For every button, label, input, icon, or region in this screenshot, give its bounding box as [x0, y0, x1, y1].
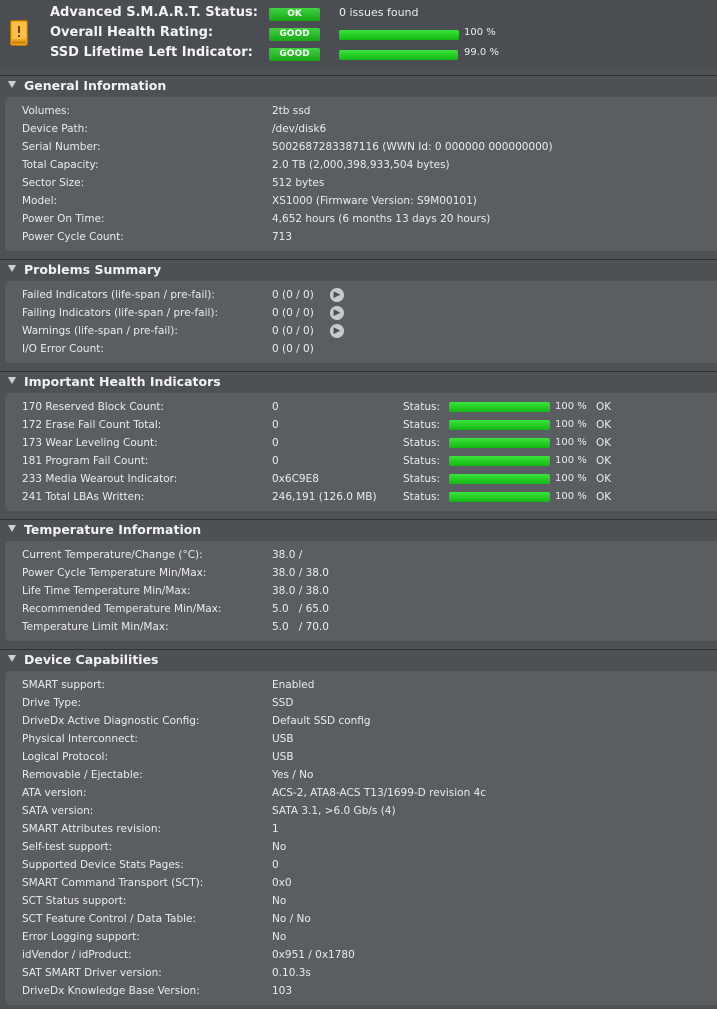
status-state: OK: [596, 401, 612, 413]
indicator-value: 0: [272, 401, 279, 413]
temperature-value: 5.0 / 65.0: [272, 603, 329, 615]
smart-status-row: [0, 3, 717, 23]
device-capabilities-panel: [5, 671, 717, 1005]
info-value: 2.0 TB (2,000,398,933,504 bytes): [272, 159, 450, 171]
smart-status-label: Advanced S.M.A.R.T. Status:: [50, 5, 258, 20]
problem-label: I/O Error Count:: [22, 343, 104, 355]
capability-row: [5, 946, 717, 964]
info-value: 512 bytes: [272, 177, 325, 189]
problem-value: 0 (0 / 0): [272, 289, 314, 301]
status-label: Status:: [403, 401, 440, 413]
indicator-label: 173 Wear Leveling Count:: [22, 437, 158, 449]
status-percent: 100 %: [555, 455, 587, 466]
capability-row: [5, 730, 717, 748]
capability-row: [5, 820, 717, 838]
indicator-row: [5, 452, 717, 470]
disclosure-triangle-icon[interactable]: [8, 377, 16, 384]
status-bar: [449, 438, 550, 448]
capability-label: idVendor / idProduct:: [22, 949, 132, 961]
status-label: Status:: [403, 419, 440, 431]
indicator-row: [5, 398, 717, 416]
status-state: OK: [596, 437, 612, 449]
capability-value: 1: [272, 823, 279, 835]
health-rating-row: [0, 23, 717, 43]
health-rating-label: Overall Health Rating:: [50, 25, 214, 40]
capability-value: 103: [272, 985, 293, 997]
details-arrow-icon[interactable]: ▶: [330, 306, 344, 320]
temperature-label: Power Cycle Temperature Min/Max:: [22, 567, 207, 579]
problem-value: 0 (0 / 0): [272, 307, 314, 319]
capability-label: SAT SMART Driver version:: [22, 967, 162, 979]
temperature-row: [5, 582, 717, 600]
lifetime-left-label: SSD Lifetime Left Indicator:: [50, 45, 253, 60]
problem-row: [5, 304, 717, 322]
capability-label: Removable / Ejectable:: [22, 769, 143, 781]
capability-label: Self-test support:: [22, 841, 113, 853]
indicator-label: 241 Total LBAs Written:: [22, 491, 145, 503]
disclosure-triangle-icon[interactable]: [8, 265, 16, 272]
health-indicators-panel: [5, 393, 717, 511]
problems-summary-panel: [5, 281, 717, 363]
info-row: [5, 120, 717, 138]
capability-label: SMART support:: [22, 679, 106, 691]
capability-row: [5, 856, 717, 874]
capability-value: No / No: [272, 913, 311, 925]
section-title: Important Health Indicators: [24, 374, 221, 389]
capability-label: DriveDx Active Diagnostic Config:: [22, 715, 200, 727]
details-arrow-icon[interactable]: ▶: [330, 288, 344, 302]
capability-label: SMART Attributes revision:: [22, 823, 162, 835]
problem-row: [5, 340, 717, 358]
temperature-label: Life Time Temperature Min/Max:: [22, 585, 191, 597]
status-bar: [449, 456, 550, 466]
section-title: Temperature Information: [24, 522, 202, 537]
capability-row: [5, 838, 717, 856]
info-label: Power On Time:: [22, 213, 105, 225]
capability-value: No: [272, 895, 287, 907]
capability-label: SMART Command Transport (SCT):: [22, 877, 204, 889]
info-row: [5, 174, 717, 192]
status-label: Status:: [403, 437, 440, 449]
capability-label: Supported Device Stats Pages:: [22, 859, 184, 871]
temperature-label: Temperature Limit Min/Max:: [22, 621, 169, 633]
section-temperature-information[interactable]: [0, 519, 717, 539]
temperature-value: 38.0 /: [272, 549, 303, 561]
capability-value: Yes / No: [272, 769, 314, 781]
capability-label: Error Logging support:: [22, 931, 140, 943]
temperature-information-panel: [5, 541, 717, 641]
lifetime-left-value: 99.0 %: [464, 47, 499, 58]
capability-row: [5, 748, 717, 766]
indicator-value: 0: [272, 437, 279, 449]
capability-value: 0.10.3s: [272, 967, 311, 979]
info-row: [5, 210, 717, 228]
problem-label: Failing Indicators (life-span / pre-fail):: [22, 307, 219, 319]
info-value: XS1000 (Firmware Version: S9M00101): [272, 195, 477, 207]
temperature-row: [5, 546, 717, 564]
indicator-label: 172 Erase Fail Count Total:: [22, 419, 162, 431]
info-value: 713: [272, 231, 293, 243]
info-row: [5, 138, 717, 156]
status-bar: [449, 474, 550, 484]
indicator-row: [5, 416, 717, 434]
capability-row: [5, 712, 717, 730]
info-value: /dev/disk6: [272, 123, 327, 135]
status-state: OK: [596, 473, 612, 485]
disclosure-triangle-icon[interactable]: [8, 81, 16, 88]
disclosure-triangle-icon[interactable]: [8, 525, 16, 532]
health-rating-bar: [339, 30, 459, 40]
capability-value: USB: [272, 751, 294, 763]
info-value: 4,652 hours (6 months 13 days 20 hours): [272, 213, 491, 225]
section-title: Problems Summary: [24, 262, 162, 277]
status-state: OK: [596, 491, 612, 503]
capability-label: Physical Interconnect:: [22, 733, 138, 745]
capability-label: ATA version:: [22, 787, 87, 799]
capability-row: [5, 766, 717, 784]
info-label: Sector Size:: [22, 177, 85, 189]
info-row: [5, 156, 717, 174]
problem-label: Warnings (life-span / pre-fail):: [22, 325, 178, 337]
section-title: Device Capabilities: [24, 652, 159, 667]
health-summary-header: [0, 0, 717, 68]
problem-row: [5, 322, 717, 340]
capability-value: USB: [272, 733, 294, 745]
details-arrow-icon[interactable]: ▶: [330, 324, 344, 338]
capability-row: [5, 802, 717, 820]
capability-row: [5, 982, 717, 1000]
capability-row: [5, 784, 717, 802]
temperature-label: Recommended Temperature Min/Max:: [22, 603, 222, 615]
status-bar: [449, 420, 550, 430]
info-label: Model:: [22, 195, 58, 207]
status-label: Status:: [403, 473, 440, 485]
health-rating-badge: GOOD: [269, 28, 320, 41]
info-value: 2tb ssd: [272, 105, 311, 117]
capability-row: [5, 928, 717, 946]
disclosure-triangle-icon[interactable]: [8, 655, 16, 662]
info-row: [5, 228, 717, 246]
section-health-indicators[interactable]: [0, 371, 717, 391]
capability-value: No: [272, 841, 287, 853]
health-rating-value: 100 %: [464, 27, 496, 38]
temperature-value: 38.0 / 38.0: [272, 567, 329, 579]
temperature-label: Current Temperature/Change (°C):: [22, 549, 203, 561]
section-device-capabilities[interactable]: [0, 649, 717, 669]
temperature-row: [5, 564, 717, 582]
problem-value: 0 (0 / 0): [272, 325, 314, 337]
section-problems-summary[interactable]: [0, 259, 717, 279]
capability-row: [5, 694, 717, 712]
indicator-row: [5, 434, 717, 452]
capability-value: 0x0: [272, 877, 292, 889]
info-label: Volumes:: [22, 105, 71, 117]
problem-label: Failed Indicators (life-span / pre-fail):: [22, 289, 215, 301]
status-label: Status:: [403, 455, 440, 467]
indicator-label: 170 Reserved Block Count:: [22, 401, 165, 413]
capability-value: SATA 3.1, >6.0 Gb/s (4): [272, 805, 396, 817]
capability-row: [5, 964, 717, 982]
status-percent: 100 %: [555, 437, 587, 448]
status-percent: 100 %: [555, 491, 587, 502]
section-general-information[interactable]: [0, 75, 717, 95]
info-label: Power Cycle Count:: [22, 231, 124, 243]
info-label: Total Capacity:: [22, 159, 99, 171]
info-row: [5, 192, 717, 210]
capability-label: SCT Status support:: [22, 895, 127, 907]
capability-label: SATA version:: [22, 805, 94, 817]
temperature-value: 5.0 / 70.0: [272, 621, 329, 633]
status-state: OK: [596, 419, 612, 431]
temperature-value: 38.0 / 38.0: [272, 585, 329, 597]
indicator-row: [5, 470, 717, 488]
capability-value: Default SSD config: [272, 715, 371, 727]
status-label: Status:: [403, 491, 440, 503]
info-row: [5, 102, 717, 120]
capability-row: [5, 874, 717, 892]
lifetime-left-row: [0, 43, 717, 63]
smart-status-badge: OK: [269, 8, 320, 21]
indicator-label: 181 Program Fail Count:: [22, 455, 149, 467]
indicator-row: [5, 488, 717, 506]
lifetime-left-badge: GOOD: [269, 48, 320, 61]
capability-row: [5, 910, 717, 928]
capability-value: 0x951 / 0x1780: [272, 949, 355, 961]
status-percent: 100 %: [555, 419, 587, 430]
info-label: Serial Number:: [22, 141, 101, 153]
capability-label: Logical Protocol:: [22, 751, 108, 763]
general-information-panel: [5, 97, 717, 251]
info-label: Device Path:: [22, 123, 88, 135]
temperature-row: [5, 600, 717, 618]
lifetime-left-bar: [339, 50, 458, 60]
capability-label: DriveDx Knowledge Base Version:: [22, 985, 200, 997]
capability-row: [5, 892, 717, 910]
capability-value: SSD: [272, 697, 294, 709]
capability-value: ACS-2, ATA8-ACS T13/1699-D revision 4c: [272, 787, 487, 799]
capability-label: Drive Type:: [22, 697, 81, 709]
indicator-value: 246,191 (126.0 MB): [272, 491, 377, 503]
capability-value: 0: [272, 859, 279, 871]
capability-label: SCT Feature Control / Data Table:: [22, 913, 197, 925]
indicator-label: 233 Media Wearout Indicator:: [22, 473, 178, 485]
capability-value: No: [272, 931, 287, 943]
problem-row: [5, 286, 717, 304]
indicator-value: 0x6C9E8: [272, 473, 319, 485]
capability-value: Enabled: [272, 679, 315, 691]
indicator-value: 0: [272, 455, 279, 467]
status-percent: 100 %: [555, 401, 587, 412]
status-percent: 100 %: [555, 473, 587, 484]
indicator-value: 0: [272, 419, 279, 431]
section-title: General Information: [24, 78, 167, 93]
status-bar: [449, 402, 550, 412]
capability-row: [5, 676, 717, 694]
status-state: OK: [596, 455, 612, 467]
info-value: 5002687283387116 (WWN Id: 0 000000 000000000): [272, 141, 553, 153]
status-bar: [449, 492, 550, 502]
problem-value: 0 (0 / 0): [272, 343, 314, 355]
temperature-row: [5, 618, 717, 636]
issues-found-text: 0 issues found: [339, 6, 419, 19]
